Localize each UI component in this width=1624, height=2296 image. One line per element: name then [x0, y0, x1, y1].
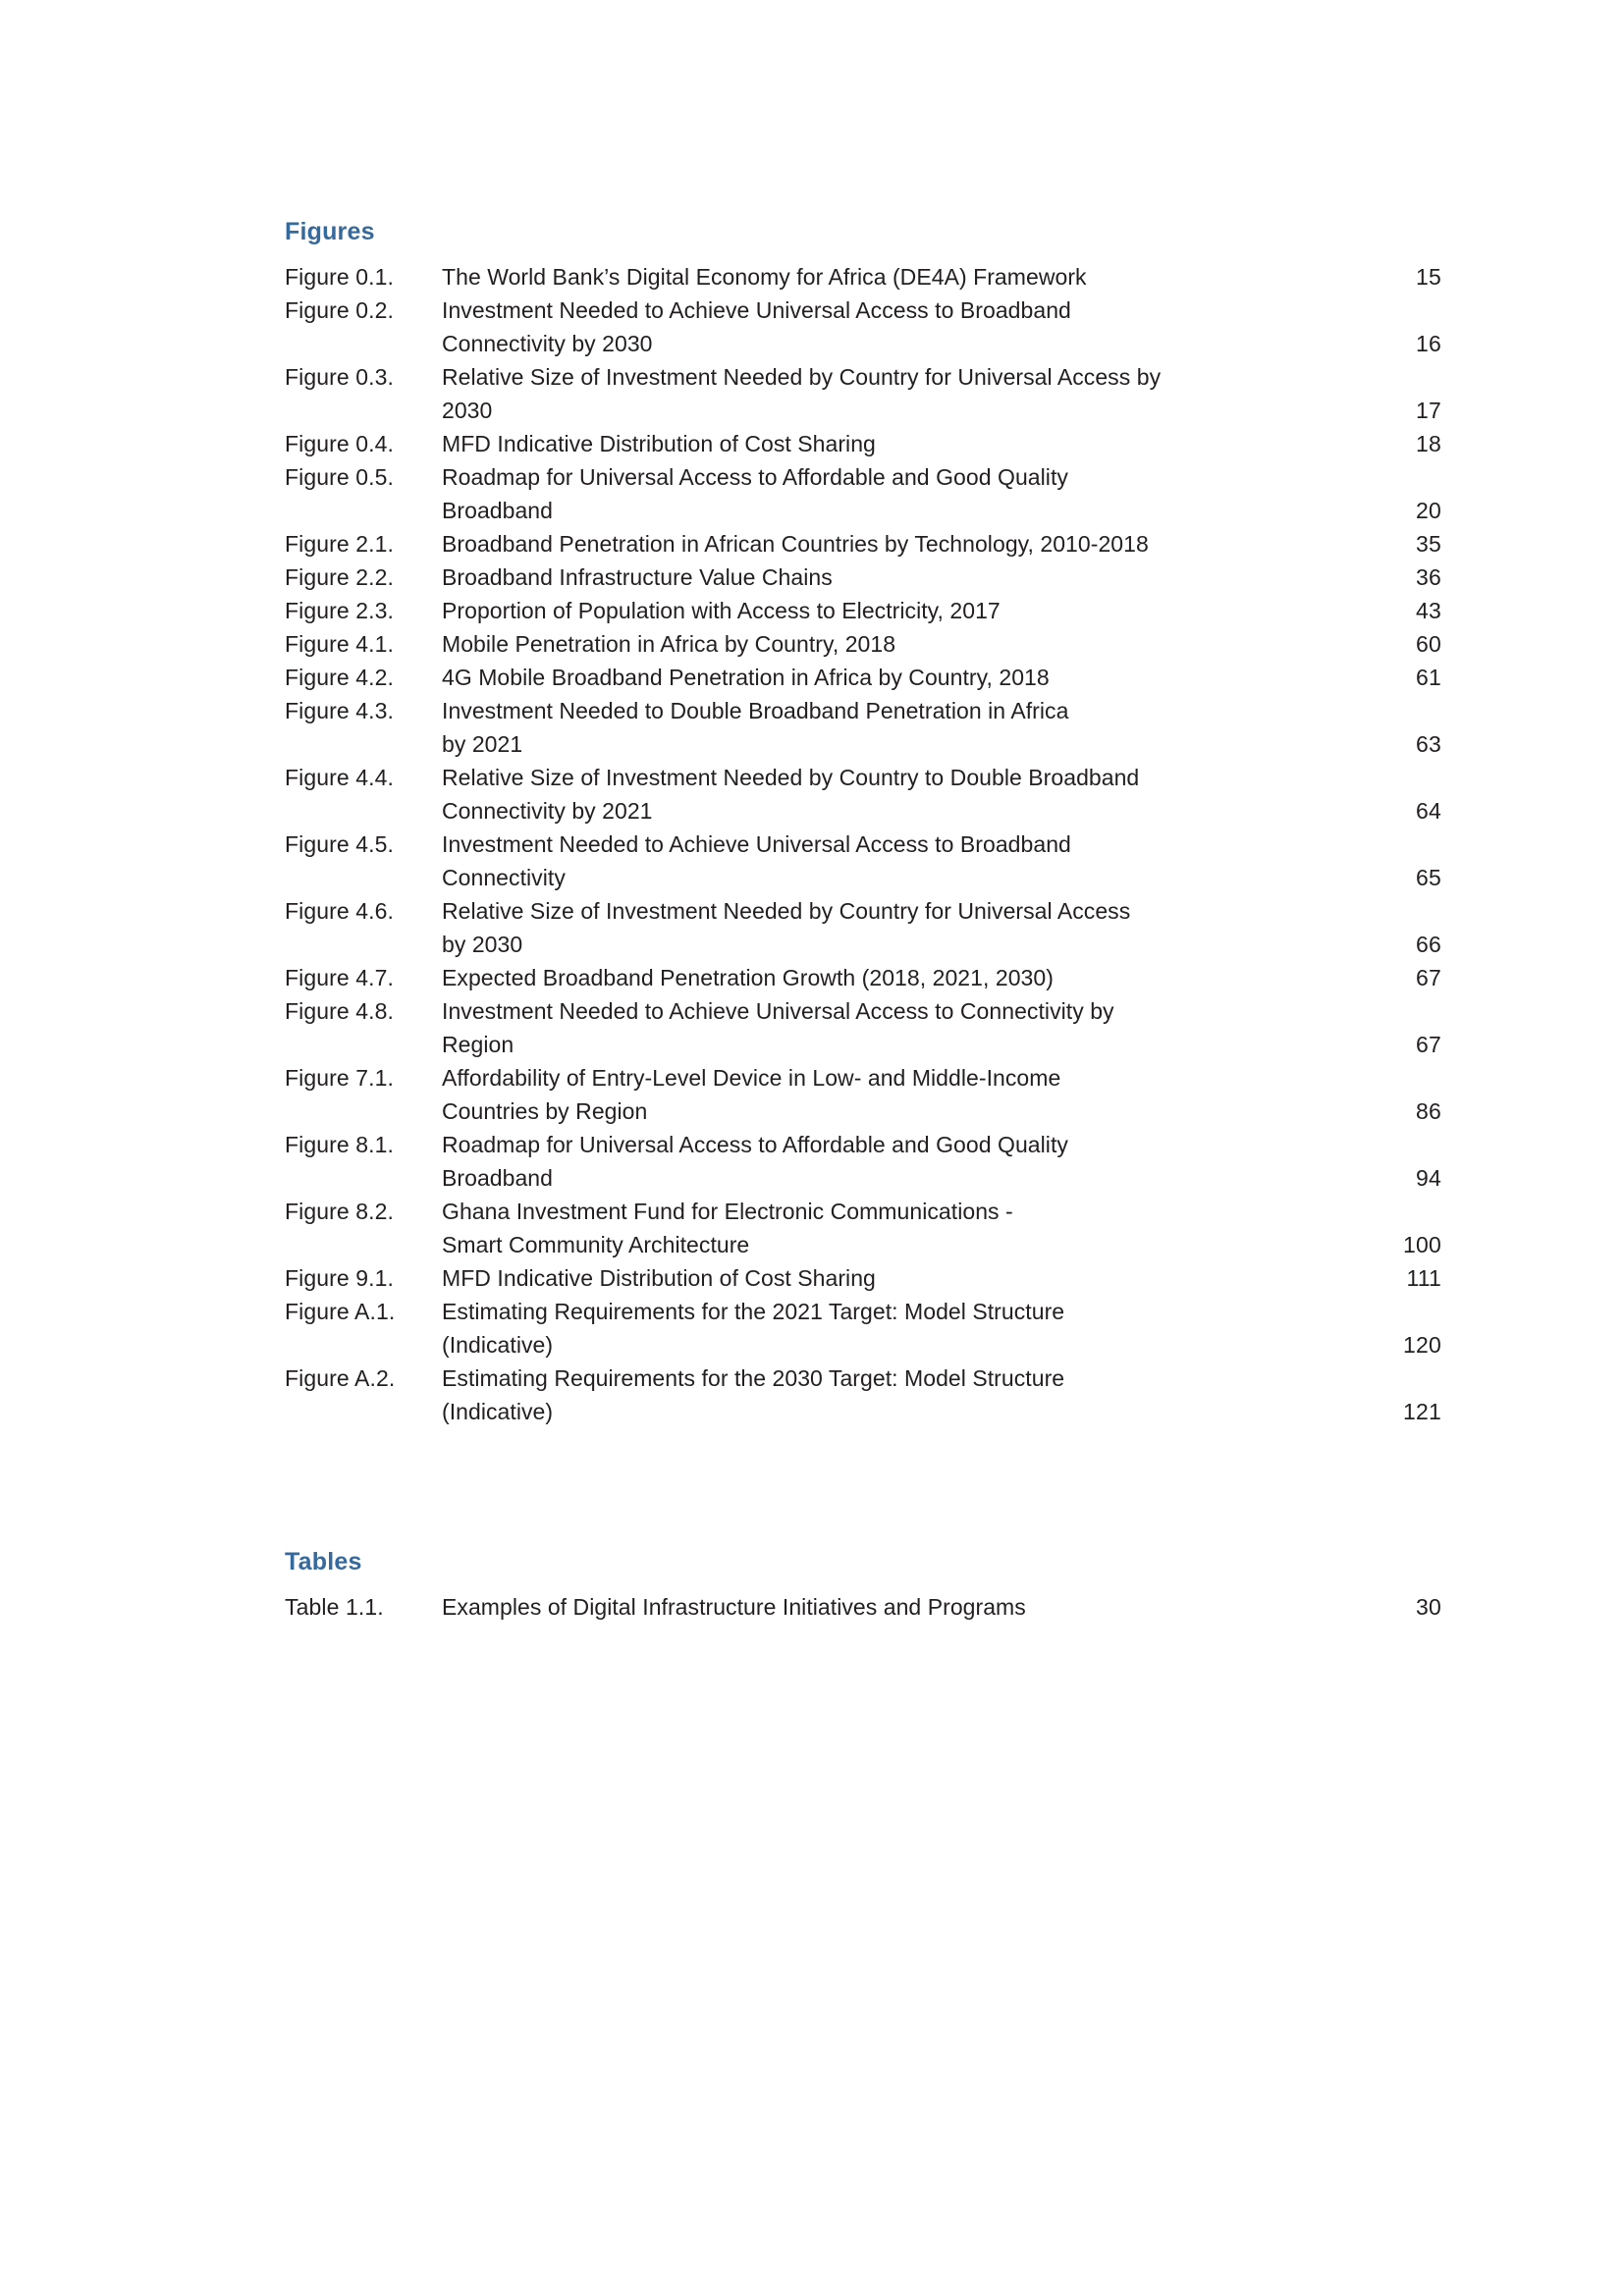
- figure-entry-page-number: 65: [1416, 864, 1441, 890]
- figure-entry-page-number: 67: [1416, 964, 1441, 990]
- figure-entry-body: [442, 294, 1441, 360]
- figure-entry-label: Figure A.1.: [285, 1298, 396, 1324]
- figure-entry-title-line: 2030: [442, 397, 493, 423]
- figure-entry-leader-row: [442, 1028, 1441, 1061]
- figure-entry-body: [442, 427, 1441, 460]
- figure-entry-leader-row: [442, 394, 1441, 427]
- figure-entry-label: Figure 2.1.: [285, 530, 395, 557]
- figure-entry-label: Figure 0.4.: [285, 430, 395, 456]
- figure-entry-page-number: 67: [1416, 1031, 1441, 1057]
- dot-leader: [1001, 620, 1407, 621]
- figure-entry-leader-row: [442, 1328, 1441, 1362]
- figure-entry-label: Figure A.2.: [285, 1364, 396, 1391]
- figure-entry-title-line: Estimating Requirements for the 2021 Target: Model Structure: [442, 1298, 1065, 1324]
- figure-entry-leader-row: [442, 260, 1441, 294]
- table-entry-leader-row: [442, 1590, 1441, 1624]
- figure-entry-title-line: Broadband Infrastructure Value Chains: [442, 563, 833, 590]
- figure-entry-leader-row: [442, 794, 1441, 828]
- figure-entry[interactable]: [285, 894, 1441, 961]
- figure-entry-leader-row: [442, 1095, 1441, 1128]
- figure-entry-page-number: 18: [1416, 430, 1441, 456]
- figure-entry[interactable]: [285, 294, 1441, 360]
- figure-entry-body: [442, 894, 1441, 961]
- figure-entry-page-number: 111: [1406, 1264, 1441, 1291]
- figure-entry[interactable]: [285, 1128, 1441, 1195]
- figure-entry-leader-row: [442, 861, 1441, 894]
- figure-entry-title-line: Smart Community Architecture: [442, 1231, 750, 1257]
- figure-entry-body: [442, 994, 1441, 1061]
- figure-entry-page-number: 100: [1403, 1231, 1441, 1257]
- figure-entry-leader-row: [442, 561, 1441, 594]
- figure-entry-leader-row: [442, 427, 1441, 460]
- figure-entry-body: [442, 360, 1441, 427]
- table-entry-page-number: 30: [1416, 1593, 1441, 1620]
- dot-leader: [493, 420, 1407, 421]
- figure-entry[interactable]: [285, 1061, 1441, 1128]
- figure-entry-title-line: Ghana Investment Fund for Electronic Communications -: [442, 1198, 1013, 1224]
- figure-entry-title-line: Broadband: [442, 497, 553, 523]
- figure-entry-page-number: 94: [1416, 1164, 1441, 1191]
- figure-entry-title-line: The World Bank’s Digital Economy for Africa (DE4A) Framework: [442, 263, 1087, 290]
- figure-entry-body: [442, 1061, 1441, 1128]
- figure-entry-leader-row: [442, 1228, 1441, 1261]
- figure-entry[interactable]: [285, 694, 1441, 761]
- figure-entry-title-line: Countries by Region: [442, 1097, 648, 1124]
- figure-entry-label: Figure 9.1.: [285, 1264, 395, 1291]
- table-entry-title-line: Examples of Digital Infrastructure Initiatives and Programs: [442, 1593, 1026, 1620]
- figure-entry-title-line: Relative Size of Investment Needed by Country for Universal Access by: [442, 363, 1162, 390]
- figures-entry-list: [285, 260, 1441, 1428]
- figure-entry-title-line: Investment Needed to Double Broadband Penetration in Africa: [442, 697, 1069, 723]
- figure-entry-page-number: 66: [1416, 931, 1441, 957]
- figure-entry-page-number: 20: [1416, 497, 1441, 523]
- figure-entry-body: [442, 661, 1441, 694]
- figure-entry[interactable]: [285, 627, 1441, 661]
- figure-entry[interactable]: [285, 761, 1441, 828]
- figure-entry[interactable]: [285, 1261, 1441, 1295]
- figure-entry-page-number: 64: [1416, 797, 1441, 824]
- figure-entry-body: [442, 961, 1441, 994]
- figure-entry-label: Figure 4.8.: [285, 997, 395, 1024]
- figure-entry[interactable]: [285, 1295, 1441, 1362]
- figure-entry[interactable]: [285, 994, 1441, 1061]
- figure-entry-leader-row: [442, 594, 1441, 627]
- figure-entry-label: Figure 4.5.: [285, 830, 395, 857]
- figure-entry-title-line: Broadband Penetration in African Countries by Technology, 2010-2018: [442, 530, 1149, 557]
- figure-entry-body: [442, 527, 1441, 561]
- figure-entry[interactable]: [285, 561, 1441, 594]
- figure-entry-label: Figure 0.3.: [285, 363, 395, 390]
- dot-leader: [654, 353, 1407, 354]
- figure-entry-leader-row: [442, 727, 1441, 761]
- dot-leader: [834, 587, 1407, 588]
- figure-entry-title-line: Investment Needed to Achieve Universal Access to Broadband: [442, 830, 1071, 857]
- dot-leader: [523, 954, 1407, 955]
- figure-entry-title-line: Broadband: [442, 1164, 553, 1191]
- figure-entry-title-line: Region: [442, 1031, 514, 1057]
- figure-entry[interactable]: [285, 661, 1441, 694]
- figure-entry-title-line: Relative Size of Investment Needed by Country to Double Broadband: [442, 764, 1140, 790]
- figure-entry-body: [442, 260, 1441, 294]
- figure-entry-body: [442, 1128, 1441, 1195]
- figure-entry-title-line: 4G Mobile Broadband Penetration in Africa by Country, 2018: [442, 664, 1050, 690]
- figure-entry-page-number: 17: [1416, 397, 1441, 423]
- figure-entry-label: Figure 2.3.: [285, 597, 395, 623]
- table-entry[interactable]: [285, 1590, 1441, 1624]
- figure-entry-body: [442, 1362, 1441, 1428]
- figure-entry-body: [442, 1261, 1441, 1295]
- figure-entry-page-number: 120: [1403, 1331, 1441, 1358]
- figure-entry-page-number: 43: [1416, 597, 1441, 623]
- figure-entry-page-number: 35: [1416, 530, 1441, 557]
- figures-heading: Figures: [285, 218, 375, 245]
- figure-entry-title-line: MFD Indicative Distribution of Cost Sharing: [442, 430, 876, 456]
- figure-entry-title-line: Affordability of Entry-Level Device in Low- and Middle-Income: [442, 1064, 1061, 1091]
- figure-entry-title-line: Investment Needed to Achieve Universal Access to Broadband: [442, 296, 1071, 323]
- table-entry-body: [442, 1590, 1441, 1624]
- dot-leader: [1150, 554, 1407, 555]
- figure-entry-title-line: by 2030: [442, 931, 523, 957]
- figure-entry[interactable]: [285, 527, 1441, 561]
- figure-entry-label: Figure 8.2.: [285, 1198, 395, 1224]
- figure-entry-label: Figure 7.1.: [285, 1064, 395, 1091]
- figure-entry-leader-row: [442, 661, 1441, 694]
- dot-leader: [1088, 287, 1407, 288]
- figure-entry-title-line: Connectivity by 2021: [442, 797, 653, 824]
- figure-entry-label: Figure 4.1.: [285, 630, 395, 657]
- figure-entry-leader-row: [442, 1395, 1441, 1428]
- figure-entry-page-number: 15: [1416, 263, 1441, 290]
- figure-entry-leader-row: [442, 627, 1441, 661]
- dot-leader: [554, 1188, 1407, 1189]
- dot-leader: [896, 654, 1407, 655]
- list-of-figures-and-tables: [285, 218, 1441, 1624]
- dot-leader: [1051, 687, 1407, 688]
- dot-leader: [877, 1288, 1406, 1289]
- figure-entry-title-line: MFD Indicative Distribution of Cost Sharing: [442, 1264, 876, 1291]
- figures-section: [285, 218, 1441, 1428]
- figure-entry-title-line: Expected Broadband Penetration Growth (2018, 2021, 2030): [442, 964, 1054, 990]
- figure-entry-body: [442, 561, 1441, 594]
- figure-entry-leader-row: [442, 527, 1441, 561]
- figure-entry-body: [442, 460, 1441, 527]
- figure-entry-label: Figure 0.1.: [285, 263, 395, 290]
- dot-leader: [514, 1054, 1407, 1055]
- figure-entry-leader-row: [442, 961, 1441, 994]
- figure-entry-page-number: 60: [1416, 630, 1441, 657]
- figure-entry-body: [442, 761, 1441, 828]
- figure-entry-label: Figure 4.7.: [285, 964, 395, 990]
- figure-entry-leader-row: [442, 1161, 1441, 1195]
- dot-leader: [554, 1421, 1402, 1422]
- dot-leader: [554, 520, 1407, 521]
- table-entry-label: Table 1.1.: [285, 1593, 384, 1620]
- figure-entry[interactable]: [285, 460, 1441, 527]
- figure-entry-title-line: (Indicative): [442, 1398, 554, 1424]
- dot-leader: [1027, 1617, 1407, 1618]
- figure-entry-label: Figure 4.4.: [285, 764, 395, 790]
- figure-entry-page-number: 36: [1416, 563, 1441, 590]
- figure-entry-title-line: Connectivity: [442, 864, 566, 890]
- dot-leader: [567, 887, 1407, 888]
- figure-entry-label: Figure 4.2.: [285, 664, 395, 690]
- figure-entry-body: [442, 828, 1441, 894]
- figure-entry-body: [442, 627, 1441, 661]
- figure-entry-label: Figure 0.5.: [285, 463, 395, 490]
- figure-entry-title-line: Investment Needed to Achieve Universal Access to Connectivity by: [442, 997, 1114, 1024]
- dot-leader: [523, 754, 1407, 755]
- figure-entry-label: Figure 2.2.: [285, 563, 395, 590]
- figure-entry-page-number: 16: [1416, 330, 1441, 356]
- figure-entry-leader-row: [442, 327, 1441, 360]
- figure-entry-leader-row: [442, 494, 1441, 527]
- dot-leader: [554, 1355, 1402, 1356]
- figure-entry[interactable]: [285, 1195, 1441, 1261]
- figure-entry-page-number: 61: [1416, 664, 1441, 690]
- figure-entry[interactable]: [285, 961, 1441, 994]
- figure-entry-title-line: Mobile Penetration in Africa by Country, 2018: [442, 630, 896, 657]
- figure-entry-title-line: (Indicative): [442, 1331, 554, 1358]
- figure-entry-page-number: 63: [1416, 730, 1441, 757]
- dot-leader: [648, 1121, 1407, 1122]
- figure-entry[interactable]: [285, 427, 1441, 460]
- figure-entry-title-line: Roadmap for Universal Access to Affordable and Good Quality: [442, 1131, 1068, 1157]
- figure-entry[interactable]: [285, 260, 1441, 294]
- figure-entry-body: [442, 694, 1441, 761]
- figure-entry-title-line: Proportion of Population with Access to Electricity, 2017: [442, 597, 1001, 623]
- figure-entry-body: [442, 594, 1441, 627]
- figure-entry[interactable]: [285, 360, 1441, 427]
- figure-entry[interactable]: [285, 828, 1441, 894]
- figure-entry-title-line: Relative Size of Investment Needed by Country for Universal Access: [442, 897, 1131, 924]
- figure-entry-page-number: 86: [1416, 1097, 1441, 1124]
- figure-entry-label: Figure 4.3.: [285, 697, 395, 723]
- figure-entry-leader-row: [442, 928, 1441, 961]
- figure-entry-leader-row: [442, 1261, 1441, 1295]
- figure-entry-title-line: Connectivity by 2030: [442, 330, 653, 356]
- figure-entry-title-line: by 2021: [442, 730, 523, 757]
- figure-entry-label: Figure 0.2.: [285, 296, 395, 323]
- dot-leader: [654, 821, 1407, 822]
- figure-entry-title-line: Estimating Requirements for the 2030 Target: Model Structure: [442, 1364, 1065, 1391]
- figure-entry-title-line: Roadmap for Universal Access to Affordable and Good Quality: [442, 463, 1068, 490]
- tables-heading: Tables: [285, 1547, 362, 1575]
- figure-entry-label: Figure 4.6.: [285, 897, 395, 924]
- tables-entry-list: [285, 1590, 1441, 1624]
- figure-entry-label: Figure 8.1.: [285, 1131, 395, 1157]
- figure-entry[interactable]: [285, 1362, 1441, 1428]
- figure-entry-body: [442, 1195, 1441, 1261]
- tables-section: [285, 1548, 1441, 1624]
- figure-entry-body: [442, 1295, 1441, 1362]
- figure-entry-page-number: 121: [1403, 1398, 1441, 1424]
- figure-entry[interactable]: [285, 594, 1441, 627]
